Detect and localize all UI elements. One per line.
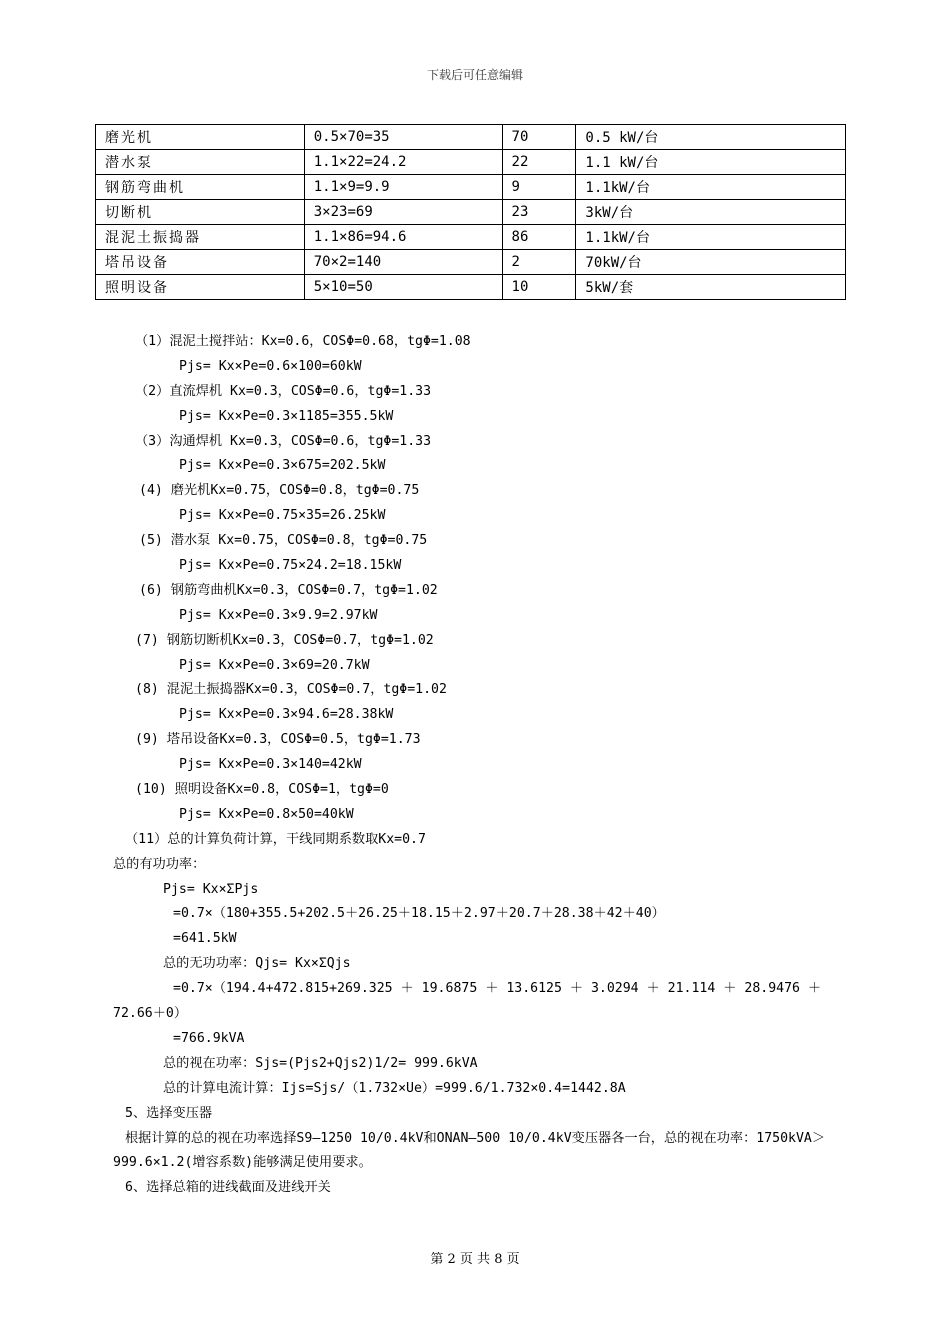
equipment-name-cell: 磨光机 [96, 125, 305, 150]
equipment-name-cell: 潜水泵 [96, 150, 305, 175]
active-power-expression: =0.7×（180+355.5+202.5＋26.25＋18.15＋2.97＋20.7＋28.38＋42＋40） [173, 906, 665, 922]
table-row [96, 250, 846, 275]
calc-line-1-pjs: Pjs= Kx×Pe=0.6×100=60kW [179, 358, 362, 374]
page-footer: 第 2 页 共 8 页 [430, 1252, 520, 1267]
calculation-cell: 1.1×22=24.2 [304, 150, 502, 175]
equipment-name-cell: 混泥土振捣器 [96, 225, 305, 250]
reactive-power-result: =766.9kVA [173, 1030, 245, 1046]
unit-power-cell: 5kW/套 [576, 275, 846, 300]
calc-line-4-pjs: Pjs= Kx×Pe=0.75×35=26.25kW [179, 508, 386, 524]
table-row [96, 275, 846, 300]
table-row [96, 200, 846, 225]
calculation-cell: 1.1×86=94.6 [304, 225, 502, 250]
unit-power-cell: 70kW/台 [576, 250, 846, 275]
calc-line-9: (9) 塔吊设备Kx=0.3，COSΦ=0.5，tgΦ=1.73 [135, 732, 421, 748]
calc-line-10: (10) 照明设备Kx=0.8，COSΦ=1，tgΦ=0 [135, 782, 389, 798]
calc-line-7: (7) 钢筋切断机Kx=0.3，COSΦ=0.7，tgΦ=1.02 [135, 632, 434, 648]
calc-line-8-pjs: Pjs= Kx×Pe=0.3×94.6=28.38kW [179, 707, 394, 723]
table-row [96, 175, 846, 200]
page-header: 下载后可任意编辑 [426, 68, 523, 82]
equipment-table-body [96, 125, 846, 300]
equipment-name-cell: 塔吊设备 [96, 250, 305, 275]
equipment-name-cell: 照明设备 [96, 275, 305, 300]
quantity-cell: 10 [502, 275, 576, 300]
reactive-power-title: 总的无功功率：Qjs= Kx×ΣQjs [163, 956, 351, 972]
calc-line-4: (4) 磨光机Kx=0.75，COSΦ=0.8，tgΦ=0.75 [139, 483, 420, 499]
quantity-cell: 86 [502, 225, 576, 250]
calc-line-5-pjs: Pjs= Kx×Pe=0.75×24.2=18.15kW [179, 558, 402, 574]
unit-power-cell: 1.1 kW/台 [576, 150, 846, 175]
calc-line-8: (8) 混泥土振捣器Kx=0.3，COSΦ=0.7，tgΦ=1.02 [135, 682, 447, 698]
calc-line-10-pjs: Pjs= Kx×Pe=0.8×50=40kW [179, 806, 354, 822]
calc-line-1: （1）混泥土搅拌站：Kx=0.6，COSΦ=0.68，tgΦ=1.08 [135, 334, 471, 349]
equipment-name-cell: 钢筋弯曲机 [96, 175, 305, 200]
active-power-title: 总的有功功率： [113, 856, 206, 872]
calculation-cell: 1.1×9=9.9 [304, 175, 502, 200]
calculation-cell: 5×10=50 [304, 275, 502, 300]
calc-line-2: （2）直流焊机 Kx=0.3，COSΦ=0.6，tgΦ=1.33 [135, 383, 432, 399]
active-power-result: =641.5kW [173, 931, 237, 947]
calc-line-7-pjs: Pjs= Kx×Pe=0.3×69=20.7kW [179, 657, 370, 673]
calc-line-6-pjs: Pjs= Kx×Pe=0.3×9.9=2.97kW [179, 607, 378, 623]
unit-power-cell: 1.1kW/台 [576, 175, 846, 200]
quantity-cell: 70 [502, 125, 576, 150]
quantity-cell: 2 [502, 250, 576, 275]
unit-power-cell: 0.5 kW/台 [576, 125, 846, 150]
quantity-cell: 22 [502, 150, 576, 175]
table-row [96, 150, 846, 175]
section-6-title: 6、选择总箱的进线截面及进线开关 [125, 1180, 331, 1196]
calculated-current: 总的计算电流计算：Ijs=Sjs/（1.732×Ue）=999.6/1.732×0.4=1442.8A [163, 1080, 626, 1096]
calc-line-3-pjs: Pjs= Kx×Pe=0.3×675=202.5kW [179, 458, 386, 474]
calc-line-5: (5) 潜水泵 Kx=0.75，COSΦ=0.8，tgΦ=0.75 [139, 533, 428, 549]
active-power-formula: Pjs= Kx×ΣPjs [163, 881, 259, 897]
unit-power-cell: 1.1kW/台 [576, 225, 846, 250]
calculation-section [113, 330, 843, 1201]
calculation-cell: 0.5×70=35 [304, 125, 502, 150]
equipment-name-cell: 切断机 [96, 200, 305, 225]
calc-line-3: （3）沟通焊机 Kx=0.3，COSΦ=0.6，tgΦ=1.33 [135, 433, 432, 449]
calculation-cell: 3×23=69 [304, 200, 502, 225]
table-row [96, 225, 846, 250]
equipment-table [95, 124, 846, 300]
unit-power-cell: 3kW/台 [576, 200, 846, 225]
calc-line-6: (6) 钢筋弯曲机Kx=0.3，COSΦ=0.7，tgΦ=1.02 [139, 582, 438, 598]
apparent-power: 总的视在功率：Sjs=(Pjs2+Qjs2)1/2= 999.6kVA [163, 1055, 478, 1071]
calc-line-9-pjs: Pjs= Kx×Pe=0.3×140=42kW [179, 757, 362, 773]
calc-line-11: （11）总的计算负荷计算，干线同期系数取Kx=0.7 [125, 831, 426, 847]
quantity-cell: 9 [502, 175, 576, 200]
section-5-text: 根据计算的总的视在功率选择S9—1250 10/0.4kV和ONAN—500 10/0.4kV变压器各一台，总的视在功率：1750kVA＞999.6×1.2(增容系数)能够满足使用要求。 [113, 1130, 826, 1171]
calculation-cell: 70×2=140 [304, 250, 502, 275]
section-5-title: 5、选择变压器 [125, 1105, 213, 1121]
reactive-power-expression: =0.7×（194.4+472.815+269.325 ＋ 19.6875 ＋ 13.6125 ＋ 3.0294 ＋ 21.114 ＋ 28.9476 ＋ 72.66＋0） [113, 981, 822, 1022]
table-row [96, 125, 846, 150]
calc-line-2-pjs: Pjs= Kx×Pe=0.3×1185=355.5kW [179, 408, 394, 424]
quantity-cell: 23 [502, 200, 576, 225]
